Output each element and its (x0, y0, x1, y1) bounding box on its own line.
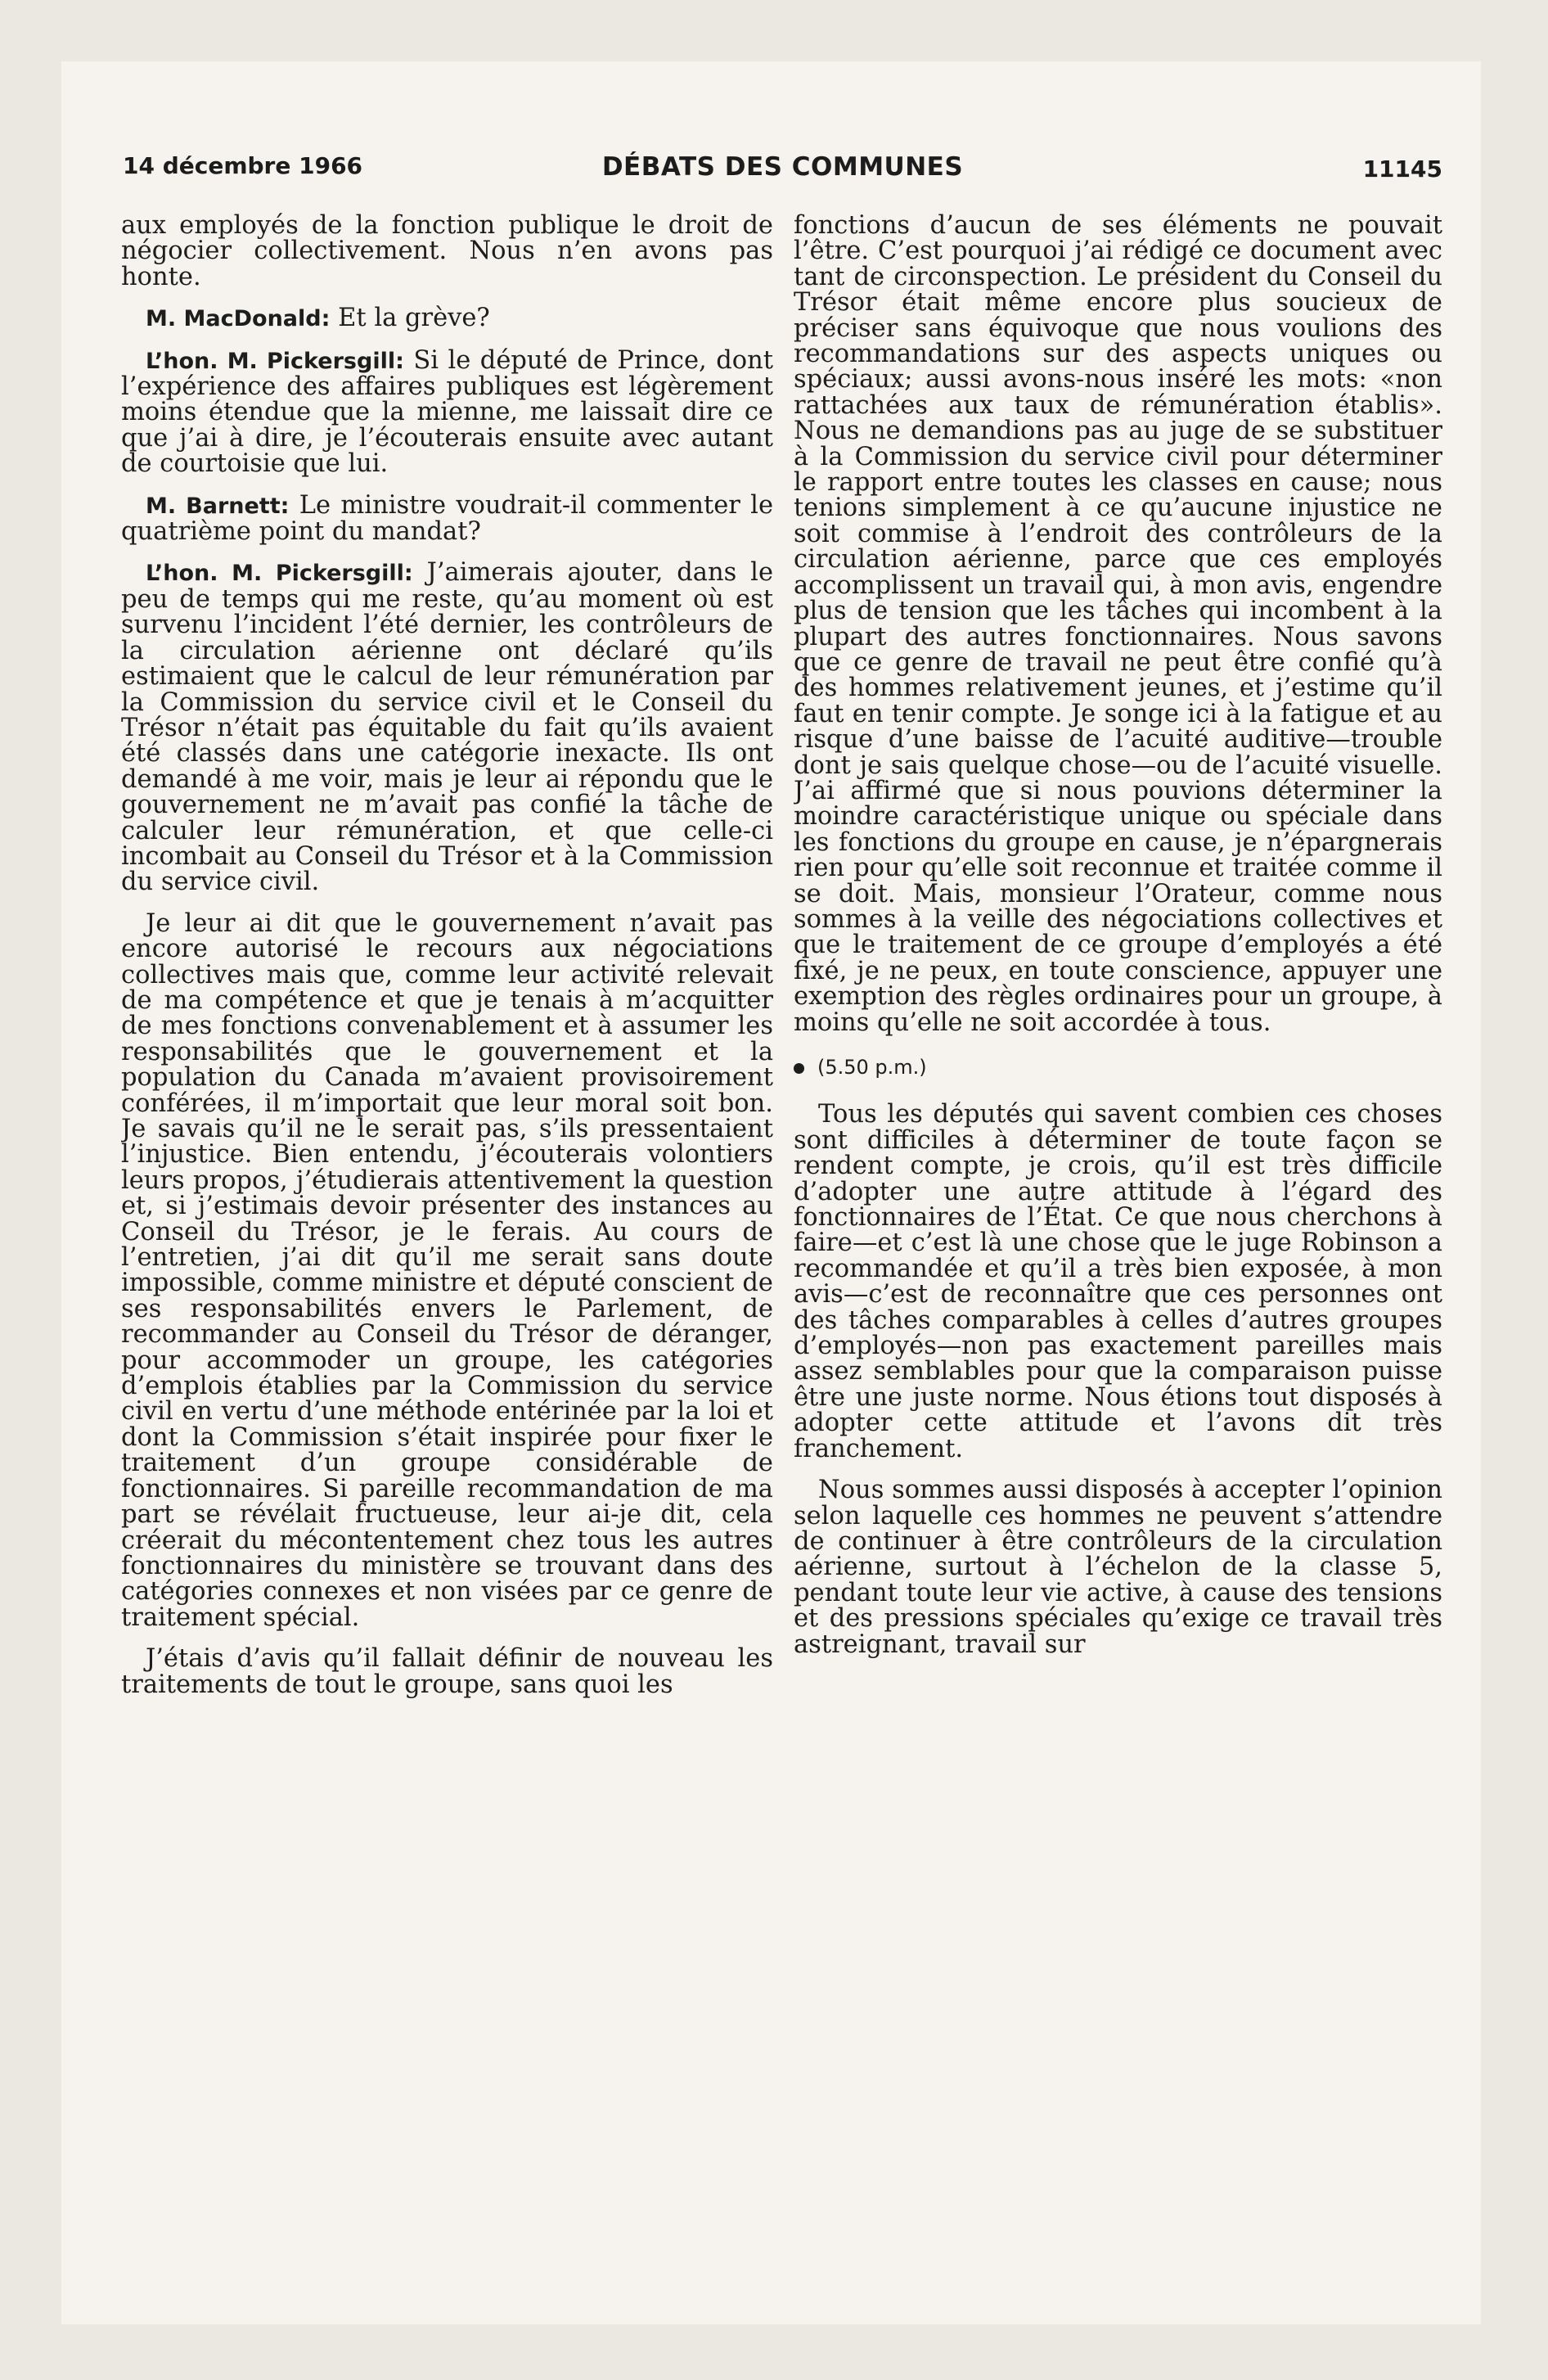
speaker-turn (121, 305, 773, 331)
paragraph-text: J’étais d’avis qu’il fallait définir de nouveau les traitements de tout le groupe, sans quoi les (121, 1644, 773, 1699)
paragraph (794, 1477, 1442, 1657)
bullet-icon (794, 1063, 804, 1074)
speech-text: Et la grève? (338, 304, 490, 333)
page-number: 11145 (1362, 156, 1442, 183)
right-column (794, 213, 1442, 2275)
paragraph (121, 908, 773, 1632)
header-date: 14 décembre 1966 (123, 152, 363, 179)
time-stamp (794, 1055, 1442, 1080)
paragraph (121, 213, 773, 290)
left-column (121, 213, 773, 2275)
paragraph-text: aux employés de la fonction publique le droit de négocier collectivement. Nous n’en avons pas honte. (121, 213, 773, 291)
time-stamp-text: (5.50 p.m.) (817, 1056, 927, 1079)
speaker-turn (121, 490, 773, 547)
paragraph (121, 1646, 773, 1697)
paragraph (794, 1102, 1442, 1462)
paragraph-text: Je leur ai dit que le gouvernement n’avait pas encore autorisé le recours aux négociations collectives mais que, comme leur activité relevait de ma compétence et que je tenais à m’acquitter de mes fonctions convenablement et à assumer les responsabilités que le gouvernement et la population du Canada m’avaient provisoirement conférées, il m’importait que leur moral soit bon. Je savais qu’il ne le serait pas, s’ils pressentaient l’injustice. Bien entendu, j’écouterais volontiers leurs propos, j’étudierais attentivement la question et, si j’estimais devoir présenter des instances au Conseil du Trésor, je le ferais. Au cours de l’entretien, j’ai dit qu’il me serait sans doute impossible, comme ministre et député conscient de ses responsabilités envers le Parlement, de recommander au Conseil du Trésor de déranger, pour accommoder un groupe, les catégories d’emplois établies par la Commission du service civil en vertu d’une méthode entérinée par la loi et dont la Commission s’était inspirée pour fixer le traitement d’un groupe considérable de fonctionnaires. Si pareille recommandation de ma part se révélait fructueuse, leur ai-je dit, cela créerait du mécontentement chez tous les autres fonctionnaires du ministère se trouvant dans des catégories connexes et non visées par ce genre de traitement spécial. (121, 908, 773, 1632)
paragraph-text: fonctions d’aucun de ses éléments ne pouvait l’être. C’est pourquoi j’ai rédigé ce document avec tant de circonspection. Le président du Conseil du Trésor était même encore plus soucieux de préciser sans équivoque que nous voulions des recommandations sur des aspects uniques ou spéciaux; aussi avons-nous inséré les mots: «non rattachées aux taux de rémunération établis». Nous ne demandions pas au juge de se substituer à la Commission du service civil pour déterminer le rapport entre toutes les classes en cause; nous tenions simplement à ce qu’aucune injustice ne soit commise à l’endroit des contrôleurs de la circulation aérienne, parce que ces employés accomplissent un travail qui, à mon avis, engendre plus de tension que les tâches qui incombent à la plupart des autres fonctionnaires. Nous savons que ce genre de travail ne peut être confié qu’à des hommes relativement jeunes, et j’estime qu’il faut en tenir compte. Je songe ici à la fatigue et au risque d’une baisse de l’acuité auditive—trouble dont je sais quelque chose—ou de l’acuité visuelle. J’ai affirmé que si nous pouvions déterminer la moindre caractéristique unique ou spéciale dans les fonctions du groupe en cause, je n’épargnerais rien pour qu’elle soit reconnue et traitée comme il se doit. Mais, monsieur l’Orateur, comme nous sommes à la veille des négociations collectives et que le traitement de ce groupe d’employés a été fixé, je ne peux, en toute conscience, appuyer une exemption des règles ordinaires pour un groupe, à moins qu’elle ne soit accordée à tous. (794, 213, 1442, 1037)
running-header (123, 152, 1442, 188)
speaker-name: M. Barnett: (146, 493, 290, 519)
speech-text: J’aimerais ajouter, dans le peu de temps qui me reste, qu’au moment où est survenu l’incident l’été dernier, les contrôleurs de la circulation aérienne ont déclaré qu’ils estimaient que le calcul de leur rémunération par la Commission du service civil et le Conseil du Trésor n’était pas équitable du fait qu’ils avaient été classés dans une catégorie inexacte. Ils ont demandé à me voir, mais je leur ai répondu que le gouvernement ne m’avait pas confié la tâche de calculer leur rémunération, et que celle-ci incombait au Conseil du Trésor et à la Commission du service civil. (121, 558, 773, 897)
speaker-turn (121, 560, 773, 895)
speech-text: Si le député de Prince, dont l’expérience des affaires publiques est légèrement moins étendue que la mienne, me laissait dire ce que j’ai à dire, je l’écouterais ensuite avec autant de courtoisie que lui. (121, 345, 773, 479)
speaker-name: M. MacDonald: (146, 306, 331, 332)
speaker-name: L’hon. M. Pickersgill: (146, 561, 413, 587)
speaker-turn (121, 345, 773, 479)
paragraph (794, 213, 1442, 1035)
speech-text: Le ministre voudrait-il commenter le quatrième point du mandat? (121, 490, 773, 547)
speaker-name: L’hon. M. Pickersgill: (146, 348, 404, 374)
paragraph-text: Tous les députés qui savent combien ces choses sont difficiles à déterminer de toute façon se rendent compte, je crois, qu’il est très difficile d’adopter une autre attitude à l’égard des fonctionnaires de l’État. Ce que nous cherchons à faire—et c’est là une chose que le juge Robinson a recommandée et qu’il a très bien exposée, à mon avis—c’est de reconnaître que ces personnes ont des tâches comparables à celles d’autres groupes d’employés—non pas exactement pareilles mais assez semblables pour que la comparaison puisse être une juste norme. Nous étions tout disposés à adopter cette attitude et l’avons dit très franchement. (794, 1100, 1442, 1463)
paragraph-text: Nous sommes aussi disposés à accepter l’opinion selon laquelle ces hommes ne peuvent s’attendre de continuer à être contrôleurs de la circulation aérienne, surtout à l’échelon de la classe 5, pendant toute leur vie active, à cause des tensions et des pressions spéciales qu’exige ce travail très astreignant, travail sur (794, 1476, 1442, 1659)
header-title: DÉBATS DES COMMUNES (601, 152, 964, 182)
